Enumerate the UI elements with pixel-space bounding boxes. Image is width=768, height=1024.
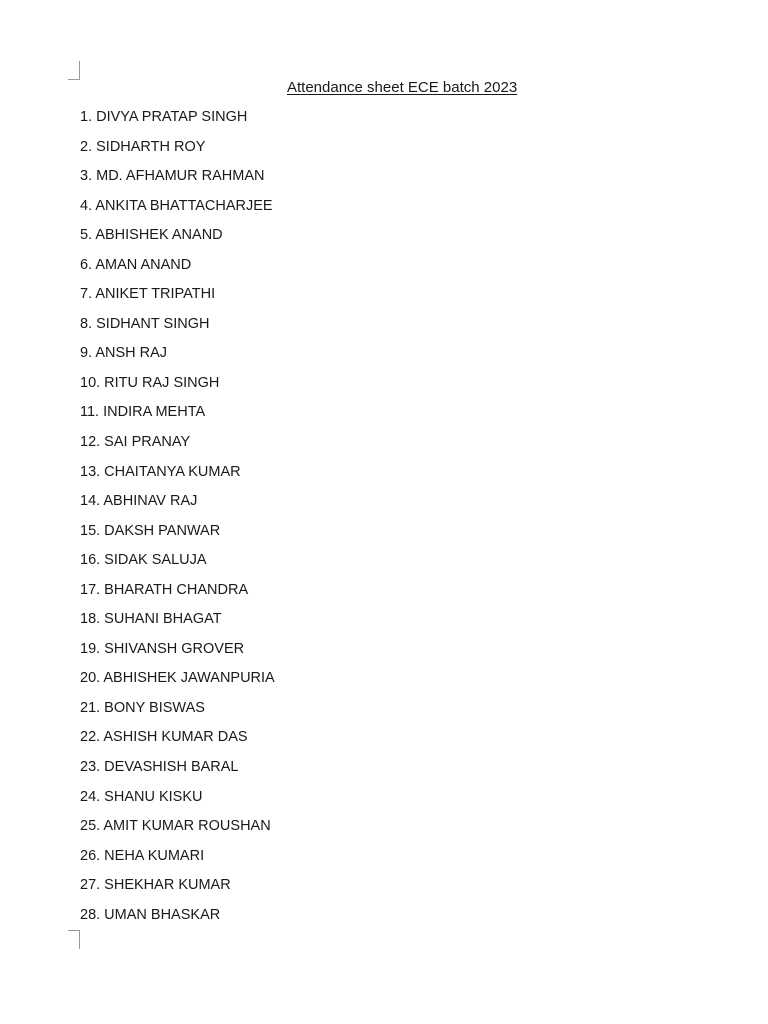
list-item: 4. ANKITA BHATTACHARJEE — [80, 197, 273, 214]
list-item: 6. AMAN ANAND — [80, 256, 192, 273]
page-corner-mark-top — [68, 61, 80, 80]
list-item: 22. ASHISH KUMAR DAS — [80, 729, 248, 746]
list-item: 24. SHANU KISKU — [80, 788, 203, 805]
list-item: 20. ABHISHEK JAWANPURIA — [80, 670, 275, 687]
list-item: 27. SHEKHAR KUMAR — [80, 877, 231, 894]
page-corner-mark-bottom — [68, 930, 80, 949]
list-item: 1. DIVYA PRATAP SINGH — [80, 109, 248, 125]
list-item: 15. DAKSH PANWAR — [80, 522, 221, 539]
list-item: 12. SAI PRANAY — [80, 434, 191, 451]
list-item: 2. SIDHARTH ROY — [80, 138, 206, 155]
list-item: 19. SHIVANSH GROVER — [80, 640, 245, 657]
attendance-name-list — [80, 107, 275, 934]
list-item: 3. MD. AFHAMUR RAHMAN — [80, 168, 265, 185]
list-item: 25. AMIT KUMAR ROUSHAN — [80, 818, 271, 835]
list-item: 16. SIDAK SALUJA — [80, 552, 207, 569]
list-item: 11. INDIRA MEHTA — [80, 404, 206, 421]
page-title: Attendance sheet ECE batch 2023 — [287, 79, 518, 96]
list-item: 26. NEHA KUMARI — [80, 847, 205, 864]
list-item: 21. BONY BISWAS — [80, 699, 205, 716]
list-item: 17. BHARATH CHANDRA — [80, 581, 249, 598]
list-item: 13. CHAITANYA KUMAR — [80, 463, 241, 480]
list-item: 9. ANSH RAJ — [80, 345, 168, 362]
list-item: 28. UMAN BHASKAR — [80, 906, 221, 923]
list-item: 8. SIDHANT SINGH — [80, 315, 210, 332]
list-item: 18. SUHANI BHAGAT — [80, 611, 222, 628]
list-item: 14. ABHINAV RAJ — [80, 493, 198, 510]
list-item: 7. ANIKET TRIPATHI — [80, 286, 216, 303]
list-item: 23. DEVASHISH BARAL — [80, 759, 239, 776]
list-item: 10. RITU RAJ SINGH — [80, 374, 220, 391]
list-item: 5. ABHISHEK ANAND — [80, 227, 223, 244]
